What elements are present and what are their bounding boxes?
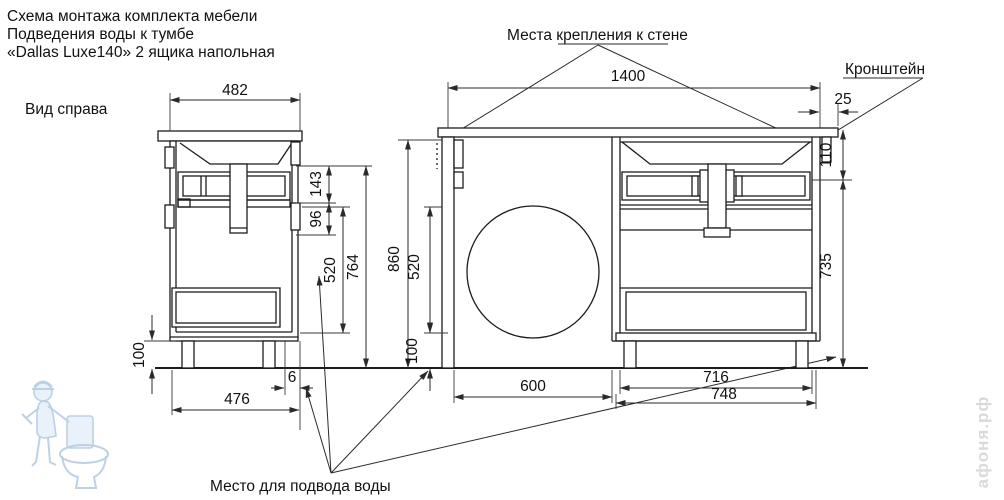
wall-mount-label: Места крепления к стене [507,27,688,44]
dimension-96 [308,203,329,235]
dim-label-520-front: 520 [406,254,423,280]
title-line2: Подведения воды к тумбе [7,26,194,43]
front-bottom-drawer [626,292,806,330]
side-bottom-drawer [172,288,280,327]
dimension-100-side [131,315,152,394]
front-countertop [438,128,838,137]
front-leg [624,341,636,368]
dimension-143 [308,166,329,203]
dimension-520-side [322,207,343,333]
site-watermark: афоня.рф [973,395,992,489]
dim-label-482: 482 [222,82,248,99]
dim-label-110: 110 [818,142,835,168]
plumber-watermark [22,382,108,489]
side-leg [263,341,275,368]
washing-machine-door [467,206,599,338]
dimension-476 [172,391,299,410]
front-sink-basin [622,142,810,164]
side-view [158,131,302,368]
title-block [7,8,275,61]
title-line3: «Dallas Luxe140» 2 ящика напольная [7,44,275,61]
front-cabinet [612,137,820,368]
side-countertop [158,131,302,141]
dimension-482 [170,82,300,100]
dim-label-100-side: 100 [131,342,148,368]
dim-label-764: 764 [345,254,362,280]
dim-label-716: 716 [703,369,729,386]
side-leg [182,341,194,368]
dim-label-600: 600 [520,378,546,395]
title-line1: Схема монтажа комплекта мебели [7,8,258,25]
dimension-735 [818,180,843,368]
dimension-764 [345,166,366,368]
water-supply-label: Место для подвода воды [210,478,391,495]
dim-label-1400: 1400 [610,68,646,85]
side-wall-bracket [291,203,300,230]
dimension-1400 [448,68,820,88]
side-view-label: Вид справа [25,101,108,118]
dim-label-6: 6 [287,369,297,386]
dim-label-520-side: 520 [322,257,339,283]
side-wall-bracket [291,142,300,165]
dimension-520-front [406,207,430,333]
dimension-600 [454,378,612,397]
dim-label-476: 476 [224,391,250,408]
dim-label-735: 735 [818,253,835,279]
dimension-860 [386,140,408,368]
dim-label-860: 860 [386,246,403,272]
dim-label-96: 96 [308,210,325,228]
dim-label-748: 748 [711,386,737,403]
front-leg [796,341,808,368]
bracket-label: Кронштейн [845,61,926,78]
front-view [437,128,838,368]
side-drain-pipe [230,164,247,233]
dim-label-100-front: 100 [404,338,421,364]
dimension-6 [271,369,313,388]
front-drain-pipe [708,164,726,228]
dim-label-25: 25 [834,91,852,108]
dimension-25 [798,91,858,112]
dim-label-143: 143 [308,171,325,197]
